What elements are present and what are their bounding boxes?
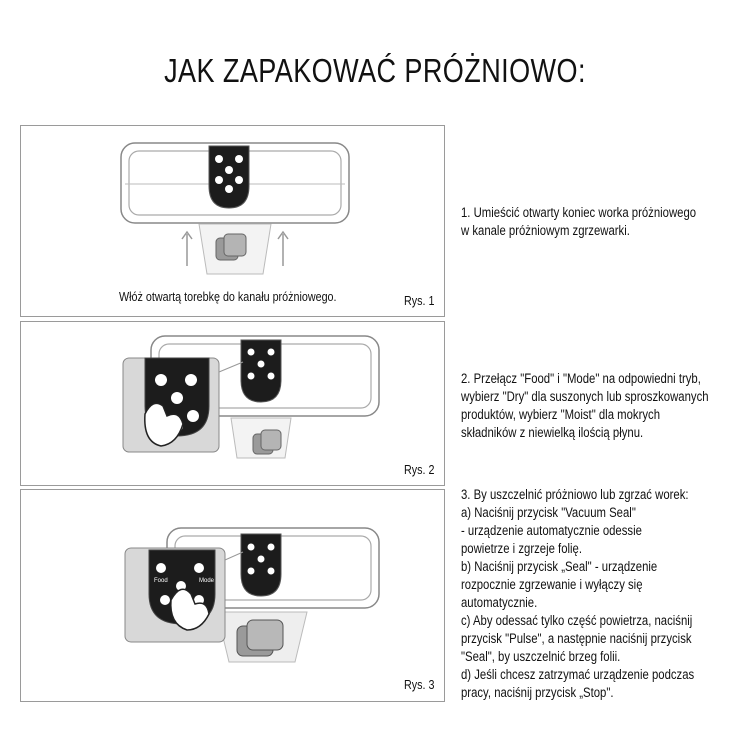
panel-3-figure-label: Rys. 3: [403, 678, 434, 692]
step-3-line: - urządzenie automatycznie odessie: [461, 523, 642, 538]
step-2: [461, 370, 713, 442]
step-3-line: d) Jeśli chcesz zatrzymać urządzenie podczas: [461, 667, 695, 682]
step-3-line: powietrze i zgrzeje folię.: [461, 541, 583, 556]
step-2-line: wybierz "Dry" dla suszonych lub sproszkowanych: [461, 389, 709, 404]
figure-panel-1: [20, 125, 445, 317]
step-3-line: 3. By uszczelnić próżniowo lub zgrzać worek:: [461, 487, 689, 502]
vacuum-sealer-illustration-1: [21, 126, 444, 316]
step-1-line: w kanale próżniowym zgrzewarki.: [461, 223, 630, 238]
panel-2-figure-label: Rys. 2: [403, 463, 434, 477]
page-title: JAK ZAPAKOWAĆ PRÓŻNIOWO:: [164, 52, 586, 89]
vacuum-sealer-illustration-2: [21, 322, 444, 485]
step-1-line: 1. Umieścić otwarty koniec worka próżniowego: [461, 205, 697, 220]
device-label-food: Food: [154, 578, 168, 584]
step-3-line: b) Naciśnij przycisk „Seal" - urządzenie: [461, 559, 658, 574]
step-3-line: automatycznie.: [461, 595, 538, 610]
panel-1-figure-label: Rys. 1: [403, 294, 434, 308]
panel-1-caption: Włóż otwartą torebkę do kanału próżniowego.: [119, 290, 337, 304]
step-3-line: przycisk "Pulse", a następnie naciśnij przycisk: [461, 631, 692, 646]
step-3: [461, 486, 713, 702]
step-1: [461, 204, 713, 240]
device-label-mode: Mode: [199, 578, 215, 584]
step-2-line: produktów, wybierz "Moist" dla mokrych: [461, 407, 661, 422]
figure-panel-3: [20, 489, 445, 702]
step-2-line: 2. Przełącz "Food" i "Mode" na odpowiedni tryb,: [461, 371, 701, 386]
step-3-line: "Seal", by uszczelnić brzeg folii.: [461, 649, 621, 664]
step-3-line: a) Naciśnij przycisk "Vacuum Seal": [461, 505, 636, 520]
step-3-line: c) Aby odessać tylko część powietrza, naciśnij: [461, 613, 693, 628]
step-2-line: składników z niewielką ilością płynu.: [461, 425, 644, 440]
step-3-line: pracy, naciśnij przycisk „Stop".: [461, 685, 614, 700]
step-3-line: rozpocznie zgrzewanie i wyłączy się: [461, 577, 643, 592]
vacuum-sealer-illustration-3: [21, 490, 444, 701]
figure-panel-2: [20, 321, 445, 486]
